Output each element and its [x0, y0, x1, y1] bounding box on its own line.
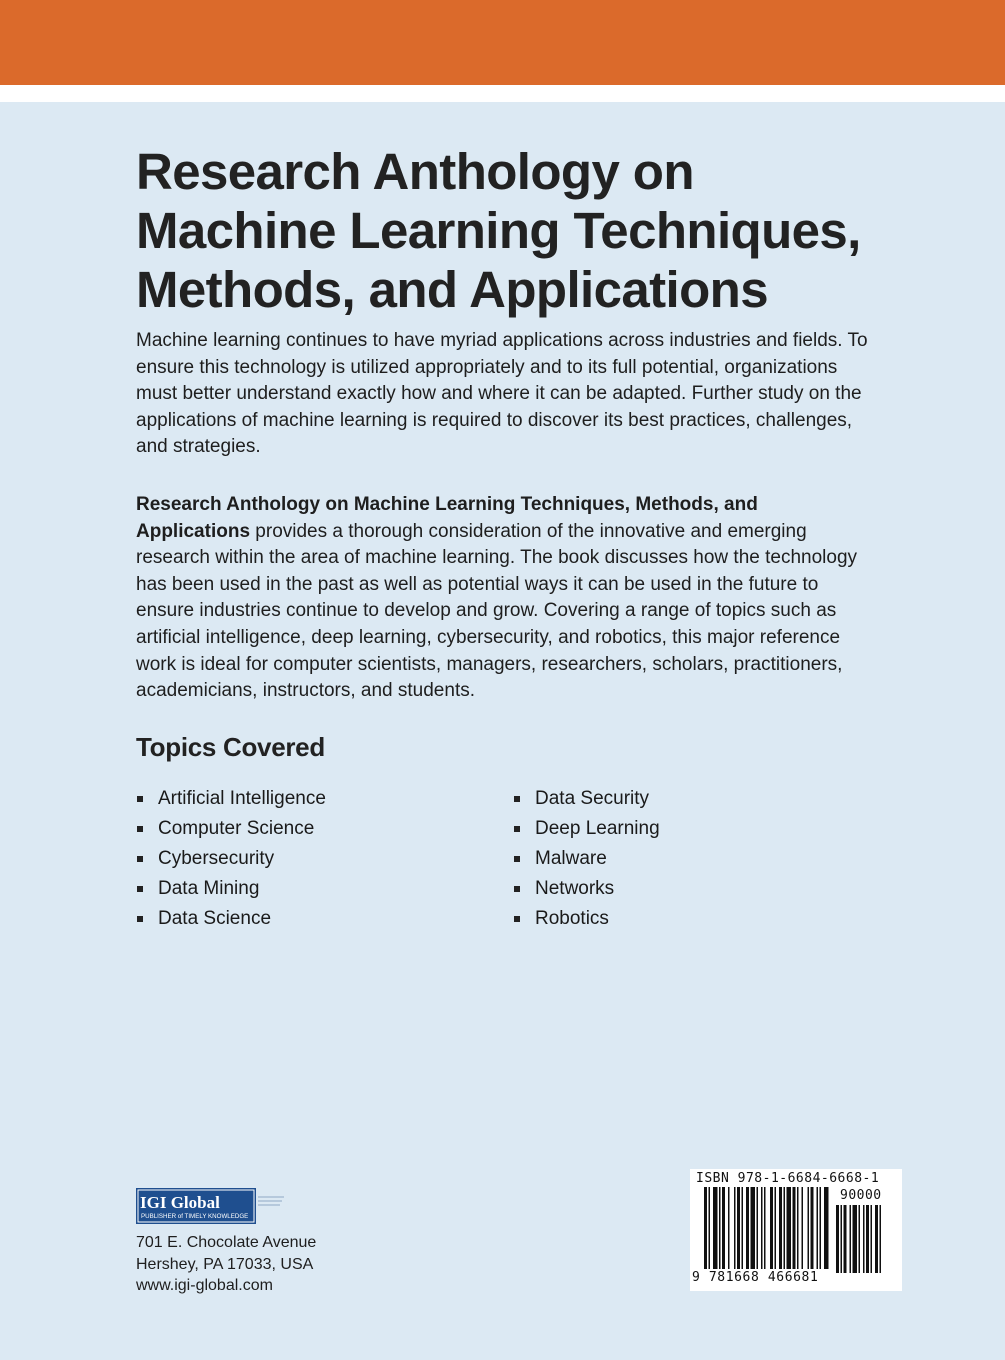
- square-bullet-icon: [137, 886, 143, 892]
- addon-bar: [866, 1205, 869, 1273]
- topic-label: Networks: [535, 878, 615, 899]
- barcode-bar: [802, 1187, 804, 1269]
- barcode-bar: [704, 1187, 707, 1269]
- barcode-bar: [713, 1187, 718, 1269]
- igi-global-logo: [136, 1188, 286, 1224]
- addon-bar: [836, 1205, 839, 1273]
- isbn-barcode: [690, 1169, 902, 1291]
- barcode-bar: [728, 1187, 730, 1269]
- addon-bar: [850, 1205, 852, 1273]
- book-title: Research Anthology on Machine Learning Techniques, Methods, and Applications: [136, 143, 861, 318]
- barcode-bar: [734, 1187, 736, 1269]
- square-bullet-icon: [137, 796, 143, 802]
- square-bullet-icon: [514, 856, 520, 862]
- barcode-bar: [824, 1187, 829, 1269]
- topic-label: Computer Science: [158, 818, 315, 839]
- white-divider-strip: [0, 85, 1005, 102]
- topic-item: [513, 784, 660, 814]
- addon-bar: [875, 1205, 878, 1273]
- topic-label: Data Security: [535, 788, 650, 809]
- square-bullet-icon: [137, 826, 143, 832]
- topic-label: Data Science: [158, 908, 272, 929]
- topic-label: Robotics: [535, 908, 609, 929]
- square-bullet-icon: [514, 796, 520, 802]
- address-city: Hershey, PA 17033, USA: [136, 1255, 314, 1273]
- square-bullet-icon: [514, 916, 520, 922]
- barcode-bar: [737, 1187, 740, 1269]
- barcode-bar: [770, 1187, 773, 1269]
- logo-name-text: IGI Global: [140, 1193, 220, 1212]
- topic-label: Cybersecurity: [158, 848, 275, 869]
- barcode-bar: [784, 1187, 786, 1269]
- addon-bar: [880, 1205, 882, 1273]
- barcode-bar: [817, 1187, 819, 1269]
- topics-list-right: [513, 784, 660, 934]
- barcode-bar: [751, 1187, 756, 1269]
- topic-item: [136, 874, 326, 904]
- publisher-website: www.igi-global.com: [136, 1277, 273, 1294]
- barcode-bar: [775, 1187, 777, 1269]
- square-bullet-icon: [137, 856, 143, 862]
- barcode-bar: [779, 1187, 782, 1269]
- square-bullet-icon: [514, 886, 520, 892]
- topic-item: [513, 874, 660, 904]
- addon-bar: [871, 1205, 873, 1273]
- description-paragraph-2: [136, 492, 876, 705]
- topics-heading: Topics Covered: [136, 732, 325, 762]
- addon-bar: [853, 1205, 858, 1273]
- barcode-bar: [761, 1187, 763, 1269]
- price-addon-label: 90000: [840, 1188, 882, 1203]
- barcode-bar: [719, 1187, 721, 1269]
- description-paragraph-2-text: provides a thorough consideration of the innovative and emerging research within the area of machine learning. The book discusses how the technology has been used in the past as well as potential ways it can be used in the future to ensure industries continue to develop and grow. Covering a range of topics such as artificial intelligence, deep learning, cybersecurity, and robotics, this major reference work is ideal for computer scientists, managers, researchers, scholars, practitioners, academicians, instructors, and students.: [136, 520, 858, 702]
- barcode-bar: [709, 1187, 711, 1269]
- addon-bar: [841, 1205, 843, 1273]
- topic-item: [513, 814, 660, 844]
- description-paragraph-1: Machine learning continues to have myriad applications across industries and fields. To ensure this technology is utilized appropriately and to its full potential, organizations must better understand exactly how and where it can be adapted. Further study on the applications of machine learning is required to discover its best practices, challenges, and strategies.: [136, 330, 868, 458]
- barcode-bar: [764, 1187, 766, 1269]
- isbn-label: ISBN 978-1-6684-6668-1: [696, 1171, 880, 1186]
- barcode-bar: [793, 1187, 796, 1269]
- topic-item: [136, 814, 326, 844]
- barcode-bar: [722, 1187, 725, 1269]
- barcode-bar: [820, 1187, 822, 1269]
- ean-digits: 9 781668 466681: [692, 1270, 819, 1285]
- barcode-bar: [757, 1187, 759, 1269]
- topic-item: [513, 844, 660, 874]
- topic-item: [136, 844, 326, 874]
- logo-tagline-text: PUBLISHER of TIMELY KNOWLEDGE: [141, 1213, 249, 1220]
- topics-list-left: [136, 784, 326, 934]
- square-bullet-icon: [137, 916, 143, 922]
- addon-bar: [863, 1205, 865, 1273]
- barcode-bar: [808, 1187, 810, 1269]
- barcode-bar: [746, 1187, 749, 1269]
- address-street: 701 E. Chocolate Avenue: [136, 1234, 317, 1251]
- orange-top-band: [0, 0, 1005, 85]
- topic-label: Deep Learning: [535, 818, 660, 839]
- topic-label: Malware: [535, 848, 607, 869]
- publisher-address: [136, 1232, 316, 1297]
- barcode-bar: [811, 1187, 814, 1269]
- addon-bar: [844, 1205, 847, 1273]
- topic-label: Data Mining: [158, 878, 260, 899]
- addon-bar: [859, 1205, 861, 1273]
- square-bullet-icon: [514, 826, 520, 832]
- barcode-bar: [797, 1187, 799, 1269]
- barcode-bar: [742, 1187, 744, 1269]
- description-title-bold: Research Anthology on Machine Learning Techniques, Methods, and Applications: [136, 494, 758, 542]
- topic-item: [136, 904, 326, 934]
- barcode-bar: [787, 1187, 792, 1269]
- topic-item: [513, 904, 660, 934]
- topic-item: [136, 784, 326, 814]
- topic-label: Artificial Intelligence: [158, 788, 326, 809]
